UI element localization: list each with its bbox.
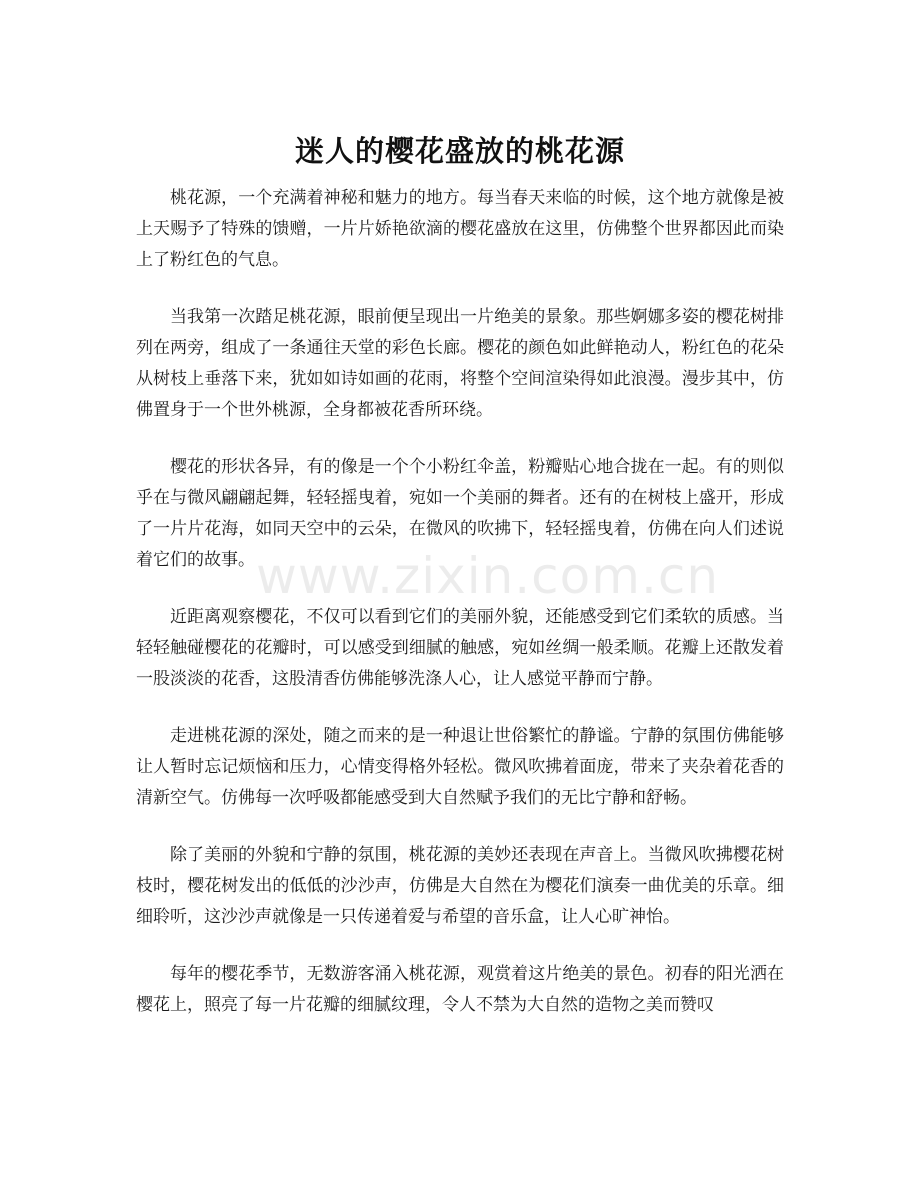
paragraph-4: 近距离观察樱花，不仅可以看到它们的美丽外貌，还能感受到它们柔软的质感。当轻轻触碰樱花的花瓣时，可以感受到细腻的触感，宛如丝绸一般柔顺。花瓣上还散发着一股淡淡的花香，这股清香仿佛能够洗涤人心，让人感觉平静而宁静。 — [136, 607, 784, 689]
paragraph-3: 樱花的形状各异，有的像是一个个小粉红伞盖，粉瓣贴心地合拢在一起。有的则似乎在与微风翩翩起舞，轻轻摇曳着，宛如一个美丽的舞者。还有的在树枝上盛开，形成了一片片花海，如同天空中的云朵，在微风的吹拂下，轻轻摇曳着，仿佛在向人们述说着它们的故事。 — [136, 457, 784, 570]
paragraph-1: 桃花源，一个充满着神秘和魅力的地方。每当春天来临的时候，这个地方就像是被上天赐予了特殊的馈赠，一片片娇艳欲滴的樱花盛放在这里，仿佛整个世界都因此而染上了粉红色的气息。 — [136, 188, 784, 270]
watermark-text: www.zixin.com.cn — [256, 547, 720, 605]
paragraph-2: 当我第一次踏足桃花源，眼前便呈现出一片绝美的景象。那些婀娜多姿的樱花树排列在两旁，组成了一条通往天堂的彩色长廊。樱花的颜色如此鲜艳动人，粉红色的花朵从树枝上垂落下来，犹如如诗如画的花雨，将整个空间渲染得如此浪漫。漫步其中，仿佛置身于一个世外桃源，全身都被花香所环绕。 — [136, 307, 784, 420]
paragraph-6: 除了美丽的外貌和宁静的氛围，桃花源的美妙还表现在声音上。当微风吹拂樱花树枝时，樱花树发出的低低的沙沙声，仿佛是大自然在为樱花们演奏一曲优美的乐章。细细聆听，这沙沙声就像是一只传递着爱与希望的音乐盒，让人心旷神怡。 — [136, 845, 784, 927]
document-title: 迷人的樱花盛放的桃花源 — [294, 134, 625, 169]
document-body — [136, 183, 784, 1047]
paragraph-7: 每年的樱花季节，无数游客涌入桃花源，观赏着这片绝美的景色。初春的阳光洒在樱花上，照亮了每一片花瓣的细腻纹理，令人不禁为大自然的造物之美而赞叹 — [136, 964, 784, 1015]
paragraph-5: 走进桃花源的深处，随之而来的是一种退让世俗繁忙的静谧。宁静的氛围仿佛能够让人暂时忘记烦恼和压力，心情变得格外轻松。微风吹拂着面庞，带来了夹杂着花香的清新空气。仿佛每一次呼吸都能感受到大自然赋予我们的无比宁静和舒畅。 — [136, 726, 784, 808]
